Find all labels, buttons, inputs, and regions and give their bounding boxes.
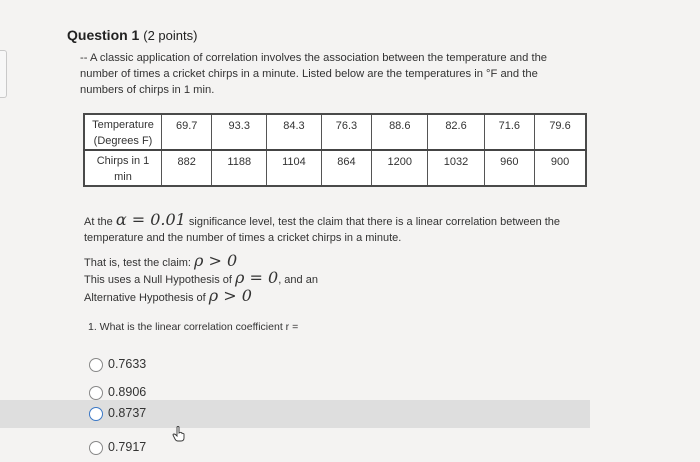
alpha-expression: α = 0.01 <box>115 210 186 229</box>
answer-option[interactable] <box>0 351 590 379</box>
option-label[interactable]: 0.7633 <box>108 357 147 371</box>
table-cell: 900 <box>535 150 586 186</box>
table-cell: 76.3 <box>321 114 371 150</box>
table-cell: 93.3 <box>212 114 267 150</box>
significance-suffix: significance level, test the claim that there is a linear correlation between the temperature and the number of times a cricket chirps in a minute. <box>84 216 561 244</box>
table-row <box>84 150 586 186</box>
data-table <box>83 113 587 187</box>
radio-button[interactable] <box>89 441 103 455</box>
table-cell: 1104 <box>267 150 322 186</box>
answer-option[interactable] <box>0 434 590 462</box>
table-cell: 882 <box>162 150 212 186</box>
significance-prefix: At the <box>84 216 113 228</box>
table-cell: 1032 <box>428 150 484 186</box>
question-title <box>67 27 197 43</box>
null-suffix: , and an <box>278 274 318 286</box>
option-label[interactable]: 0.7917 <box>108 440 147 454</box>
significance-paragraph <box>84 212 604 246</box>
null-prefix: This uses a Null Hypothesis of <box>84 274 232 286</box>
sub-question: 1. What is the linear correlation coefficient r = <box>88 321 299 333</box>
alt-expression: ρ > 0 <box>208 286 252 305</box>
null-hypothesis-line <box>84 270 604 288</box>
answer-option-hovered[interactable] <box>0 400 590 428</box>
row-header-temperature: Temperature (Degrees F) <box>84 114 162 150</box>
row-header-chirps: Chirps in 1 min <box>84 150 162 186</box>
question-number: Question 1 <box>67 27 140 43</box>
option-label[interactable]: 0.8737 <box>108 406 147 420</box>
left-panel-edge[interactable] <box>0 50 7 98</box>
claim-prefix: That is, test the claim: <box>84 257 191 269</box>
null-expression: ρ = 0 <box>235 268 279 287</box>
radio-button[interactable] <box>89 386 103 400</box>
table-cell: 864 <box>321 150 371 186</box>
radio-button[interactable] <box>89 358 103 372</box>
alternative-hypothesis-line <box>84 288 604 306</box>
option-label[interactable]: 0.8906 <box>108 385 147 399</box>
table-cell: 69.7 <box>162 114 212 150</box>
claim-expression: ρ > 0 <box>194 251 238 270</box>
radio-button[interactable] <box>89 407 103 421</box>
table-cell: 79.6 <box>535 114 586 150</box>
table-cell: 82.6 <box>428 114 484 150</box>
question-intro: -- A classic application of correlation involves the association between the temperature and the number of times a cricket chirps in a minute. Listed below are the temperatures in °F and the numbers of chirps in 1 min. <box>80 52 548 96</box>
table-cell: 88.6 <box>372 114 428 150</box>
table-cell: 960 <box>484 150 534 186</box>
table-row <box>84 114 586 150</box>
claim-line <box>84 253 604 271</box>
hand-cursor-icon <box>172 426 186 442</box>
table-cell: 71.6 <box>484 114 534 150</box>
table-cell: 1200 <box>372 150 428 186</box>
alt-prefix: Alternative Hypothesis of <box>84 292 206 304</box>
table-cell: 84.3 <box>267 114 322 150</box>
question-points: (2 points) <box>143 28 198 43</box>
table-cell: 1188 <box>212 150 267 186</box>
